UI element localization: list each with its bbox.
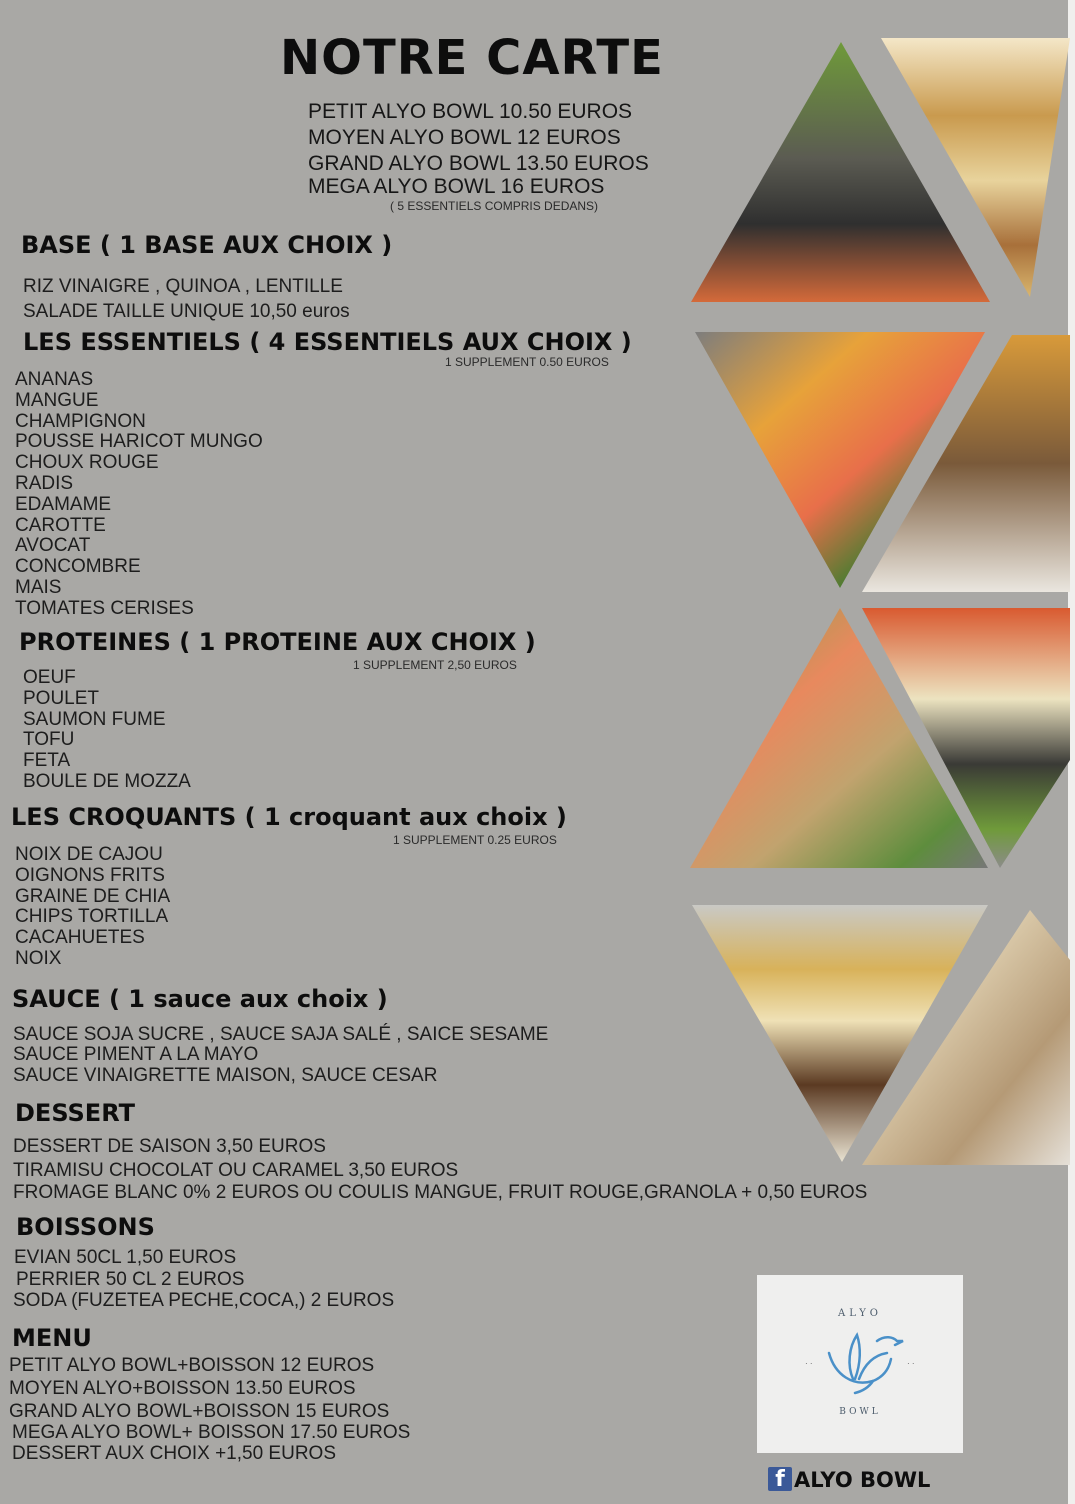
sauce-heading: SAUCE ( 1 sauce aux choix ) bbox=[12, 985, 388, 1013]
price-moyen: MOYEN ALYO BOWL 12 EUROS bbox=[308, 126, 621, 149]
list-item: NOIX DE CAJOU bbox=[15, 844, 163, 865]
chickpea-bowl-photo bbox=[862, 335, 1070, 592]
essentiels-list bbox=[15, 370, 263, 620]
list-item: MAIS bbox=[15, 576, 62, 598]
list-item: TOMATES CERISES bbox=[15, 597, 194, 619]
list-item: EDAMAME bbox=[15, 493, 112, 515]
alyo-bowl-logo bbox=[757, 1275, 963, 1453]
menu-item: PETIT ALYO BOWL+BOISSON 12 EUROS bbox=[9, 1355, 375, 1376]
list-item: RADIS bbox=[15, 472, 74, 494]
essentiels-supplement: 1 SUPPLEMENT 0.50 EUROS bbox=[445, 355, 609, 369]
list-item: FETA bbox=[23, 750, 71, 772]
proteines-list bbox=[23, 668, 191, 793]
essentials-note: ( 5 ESSENTIELS COMPRIS DEDANS) bbox=[390, 199, 599, 213]
menu-item: MEGA ALYO BOWL+ BOISSON 17.50 EUROS bbox=[12, 1422, 411, 1443]
croquants-list bbox=[15, 845, 170, 970]
base-item: RIZ VINAIGRE , QUINOA , LENTILLE bbox=[23, 276, 343, 297]
dessert-item: FROMAGE BLANC 0% 2 EUROS OU COULIS MANGUE, FRUIT ROUGE,GRANOLA + 0,50 EUROS bbox=[13, 1182, 868, 1203]
list-item: POULET bbox=[23, 687, 100, 709]
base-item: SALADE TAILLE UNIQUE 10,50 euros bbox=[23, 301, 350, 322]
facebook-page-link[interactable]: ALYO BOWL bbox=[794, 1468, 931, 1492]
menu-item: MOYEN ALYO+BOISSON 13.50 EUROS bbox=[9, 1378, 356, 1399]
price-petit: PETIT ALYO BOWL 10.50 EUROS bbox=[308, 100, 633, 123]
salmon-bowl-photo bbox=[690, 608, 988, 868]
list-item: CHOUX ROUGE bbox=[15, 452, 159, 474]
list-item: TOFU bbox=[23, 729, 75, 751]
granola-photo bbox=[862, 910, 1070, 1165]
dessert-item: TIRAMISU CHOCOLAT OU CARAMEL 3,50 EUROS bbox=[13, 1160, 459, 1181]
list-item: SAUMON FUME bbox=[23, 708, 166, 730]
logo-top-text: ALYO bbox=[837, 1308, 883, 1319]
page-title: NOTRE CARTE bbox=[280, 30, 664, 86]
list-item: MANGUE bbox=[15, 389, 99, 411]
boissons-item: SODA (FUZETEA PECHE,COCA,) 2 EUROS bbox=[13, 1290, 395, 1311]
tiramisu-photo bbox=[692, 905, 988, 1162]
svg-text:· ·: · · bbox=[805, 1359, 813, 1368]
menu-item: DESSERT AUX CHOIX +1,50 EUROS bbox=[12, 1443, 337, 1464]
price-grand: GRAND ALYO BOWL 13.50 EUROS bbox=[308, 152, 649, 175]
list-item: AVOCAT bbox=[15, 535, 91, 557]
croquants-heading: LES CROQUANTS ( 1 croquant aux choix ) bbox=[11, 803, 567, 831]
dessert-item: DESSERT DE SAISON 3,50 EUROS bbox=[13, 1136, 326, 1157]
menu-heading: MENU bbox=[12, 1324, 92, 1352]
croquants-supplement: 1 SUPPLEMENT 0.25 EUROS bbox=[393, 833, 557, 847]
menu-item: GRAND ALYO BOWL+BOISSON 15 EUROS bbox=[9, 1401, 390, 1422]
bird-logo-icon bbox=[757, 1275, 963, 1453]
boissons-item: PERRIER 50 CL 2 EUROS bbox=[16, 1269, 245, 1290]
facebook-icon[interactable]: f bbox=[768, 1467, 792, 1491]
parfait-photo bbox=[881, 38, 1070, 297]
logo-bottom-text: BOWL bbox=[839, 1407, 881, 1417]
base-heading: BASE ( 1 BASE AUX CHOIX ) bbox=[21, 231, 393, 259]
list-item: CHAMPIGNON bbox=[15, 410, 146, 432]
list-item: NOIX bbox=[15, 947, 62, 969]
dessert-heading: DESSERT bbox=[15, 1099, 135, 1127]
egg-salmon-photo bbox=[862, 608, 1070, 868]
sauce-item: SAUCE VINAIGRETTE MAISON, SAUCE CESAR bbox=[13, 1065, 438, 1086]
list-item: OIGNONS FRITS bbox=[15, 864, 165, 886]
boissons-item: EVIAN 50CL 1,50 EUROS bbox=[14, 1247, 237, 1268]
list-item: CAROTTE bbox=[15, 514, 106, 536]
list-item: CONCOMBRE bbox=[15, 556, 141, 578]
proteines-heading: PROTEINES ( 1 PROTEINE AUX CHOIX ) bbox=[19, 628, 536, 656]
proteines-supplement: 1 SUPPLEMENT 2,50 EUROS bbox=[353, 658, 517, 672]
sauce-item: SAUCE PIMENT A LA MAYO bbox=[13, 1044, 259, 1065]
list-item: OEUF bbox=[23, 667, 76, 688]
salad-photo bbox=[691, 42, 990, 302]
list-item: CACAHUETES bbox=[15, 927, 145, 949]
page-edge bbox=[1068, 0, 1075, 1504]
list-item: GRAINE DE CHIA bbox=[15, 885, 171, 907]
sauce-item: SAUCE SOJA SUCRE , SAUCE SAJA SALÉ , SAICE SESAME bbox=[13, 1024, 549, 1045]
list-item: ANANAS bbox=[15, 369, 94, 390]
essentiels-heading: LES ESSENTIELS ( 4 ESSENTIELS AUX CHOIX ) bbox=[23, 328, 632, 356]
svg-text:· ·: · · bbox=[907, 1359, 915, 1368]
boissons-heading: BOISSONS bbox=[16, 1213, 155, 1241]
poke-bowl-photo bbox=[695, 332, 985, 588]
list-item: POUSSE HARICOT MUNGO bbox=[15, 431, 263, 453]
list-item: BOULE DE MOZZA bbox=[23, 770, 191, 792]
price-mega: MEGA ALYO BOWL 16 EUROS bbox=[308, 175, 605, 198]
list-item: CHIPS TORTILLA bbox=[15, 906, 169, 928]
